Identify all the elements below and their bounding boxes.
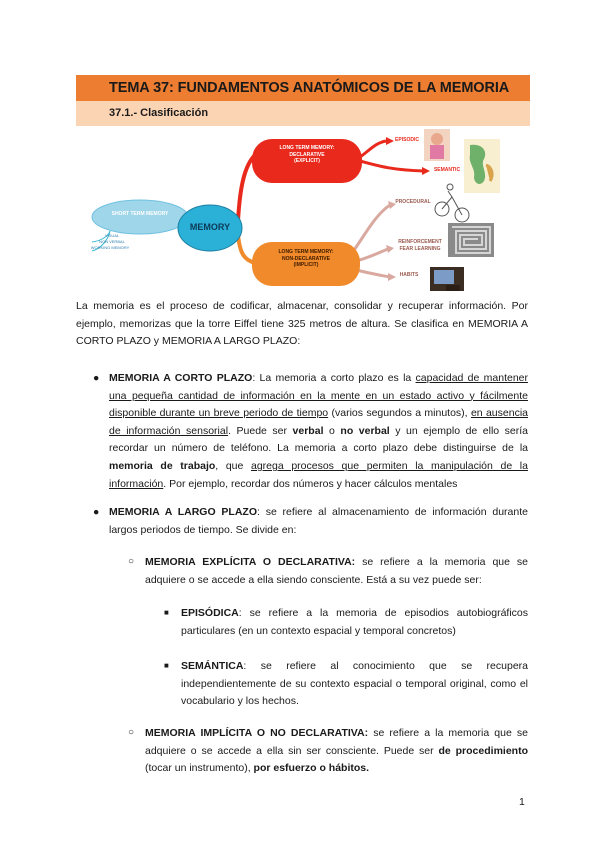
episodic-paragraph bbox=[181, 605, 528, 640]
explicit-heading: MEMORIA EXPLÍCITA O DECLARATIVA: bbox=[145, 556, 356, 568]
implicit-text: se refiere a la memoria que se adquiere o se accede a ella sin ser consciente. Puede ser bbox=[145, 727, 528, 757]
explicit-paragraph bbox=[145, 554, 528, 589]
semantic-label: SEMANTIC bbox=[433, 167, 461, 173]
memory-mindmap bbox=[90, 125, 500, 300]
semantic-image bbox=[464, 139, 500, 193]
short-term-text: o bbox=[323, 424, 341, 437]
implicit-box-line: LONG TERM MEMORY: bbox=[278, 249, 334, 255]
explicit-box-line: LONG TERM MEMORY: bbox=[279, 145, 335, 151]
page-title: TEMA 37: FUNDAMENTOS ANATÓMICOS DE LA MEMORIA bbox=[76, 75, 530, 101]
short-term-text: y un ejemplo de ello sería recordar un número de teléfono. La memoria a corto plazo debe distinguirse de la bbox=[109, 424, 529, 455]
procedural-image bbox=[435, 184, 469, 222]
explicit-box-label bbox=[252, 145, 362, 164]
semantic-text: : se refiere al conocimiento que se recupera independientemente de su contexto espacial o temporal original, como el vocabulario y los hechos. bbox=[181, 660, 528, 708]
implicit-box-line: (IMPLICIT) bbox=[293, 262, 319, 268]
fear-learning-label: FEAR LEARNING bbox=[399, 246, 441, 252]
short-term-underline: capacidad de mantener una pequeña cantidad de información en la mente en un estado activo y fácilmente disponible durante un breve periodo de tiempo bbox=[109, 372, 528, 420]
short-term-paragraph bbox=[109, 370, 528, 493]
bullet-dot: ● bbox=[93, 372, 100, 384]
bullet-square: ■ bbox=[164, 661, 169, 670]
short-term-label: SHORT TERM MEMORY bbox=[111, 211, 169, 217]
explicit-box-line: (EXPLICIT) bbox=[294, 158, 320, 164]
short-term-cloud bbox=[92, 200, 188, 234]
habits-image bbox=[430, 267, 464, 291]
bullet-circle: ○ bbox=[128, 727, 135, 738]
habits-term: por esfuerzo o hábitos. bbox=[253, 762, 370, 775]
reinforcement-image bbox=[448, 223, 494, 257]
non-verbal-term: no verbal bbox=[340, 424, 390, 437]
reinforcement-label: REINFORCEMENT bbox=[398, 239, 442, 245]
explicit-text: se refiere a la memoria que se adquiere o se accede a ella siendo consciente. Está a su vez puede ser: bbox=[145, 556, 528, 586]
memory-center-label: MEMORY bbox=[189, 222, 231, 232]
working-memory-term: memoria de trabajo bbox=[109, 459, 216, 472]
implicit-box-label bbox=[252, 249, 360, 268]
short-term-text: . Por ejemplo, recordar dos números y hacer cálculos mentales bbox=[163, 477, 458, 490]
verbal-term: verbal bbox=[292, 424, 324, 437]
explicit-box-line: DECLARATIVE bbox=[289, 152, 325, 158]
short-term-text: : La memoria a corto plazo es la bbox=[252, 372, 416, 384]
episodic-heading: EPISÓDICA bbox=[181, 607, 239, 619]
short-term-item: NON VERBAL bbox=[99, 239, 125, 244]
short-term-text: (varios segundos a minutos), bbox=[328, 407, 471, 420]
bullet-square: ■ bbox=[164, 608, 169, 617]
short-term-item: WORKING MEMORY bbox=[90, 245, 130, 250]
procedural-term: de procedimiento bbox=[438, 744, 528, 757]
bullet-circle: ○ bbox=[128, 556, 135, 567]
episodic-text: : se refiere a la memoria de episodios autobiográficos particulares (en un contexto espacial y temporal concretos) bbox=[181, 607, 528, 637]
short-term-underline: en ausencia de información sensorial bbox=[109, 407, 528, 437]
short-term-text: , que bbox=[215, 459, 251, 472]
short-term-text: . Puede ser bbox=[228, 424, 293, 437]
episodic-image bbox=[424, 129, 450, 161]
short-term-heading: MEMORIA A CORTO PLAZO bbox=[109, 372, 253, 384]
long-term-text: : se refiere al almacenamiento de información durante largos periodos de tiempo. Se divide en: bbox=[109, 506, 528, 536]
implicit-heading: MEMORIA IMPLÍCITA O NO DECLARATIVA: bbox=[145, 727, 369, 739]
implicit-paragraph bbox=[145, 725, 528, 778]
semantic-paragraph bbox=[181, 658, 528, 711]
short-term-underline: agrega procesos que permiten la manipulación de la información bbox=[109, 459, 528, 490]
procedural-label: PROCEDURAL bbox=[395, 199, 431, 205]
bullet-dot: ● bbox=[93, 506, 100, 518]
semantic-heading: SEMÁNTICA bbox=[181, 660, 244, 672]
episodic-label: EPISODIC bbox=[395, 137, 419, 143]
implicit-box-line: NON-DECLARATIVE bbox=[282, 256, 330, 262]
intro-paragraph: La memoria es el proceso de codificar, almacenar, consolidar y recuperar información. Por ejemplo, memorizas que la torre Eiffel tiene 325 metros de altura. Se clasifica en MEMORIA A CORTO PLAZO y MEMORIA A LARGO PLAZO: bbox=[76, 300, 528, 348]
implicit-text: (tocar un instrumento), bbox=[145, 762, 254, 775]
habits-label: HABITS bbox=[399, 272, 419, 278]
page-number: 1 bbox=[519, 796, 525, 808]
long-term-paragraph bbox=[109, 504, 528, 539]
short-term-item: VISUAL bbox=[104, 233, 120, 238]
long-term-heading: MEMORIA A LARGO PLAZO bbox=[109, 506, 257, 518]
section-subtitle: 37.1.- Clasificación bbox=[76, 101, 530, 126]
